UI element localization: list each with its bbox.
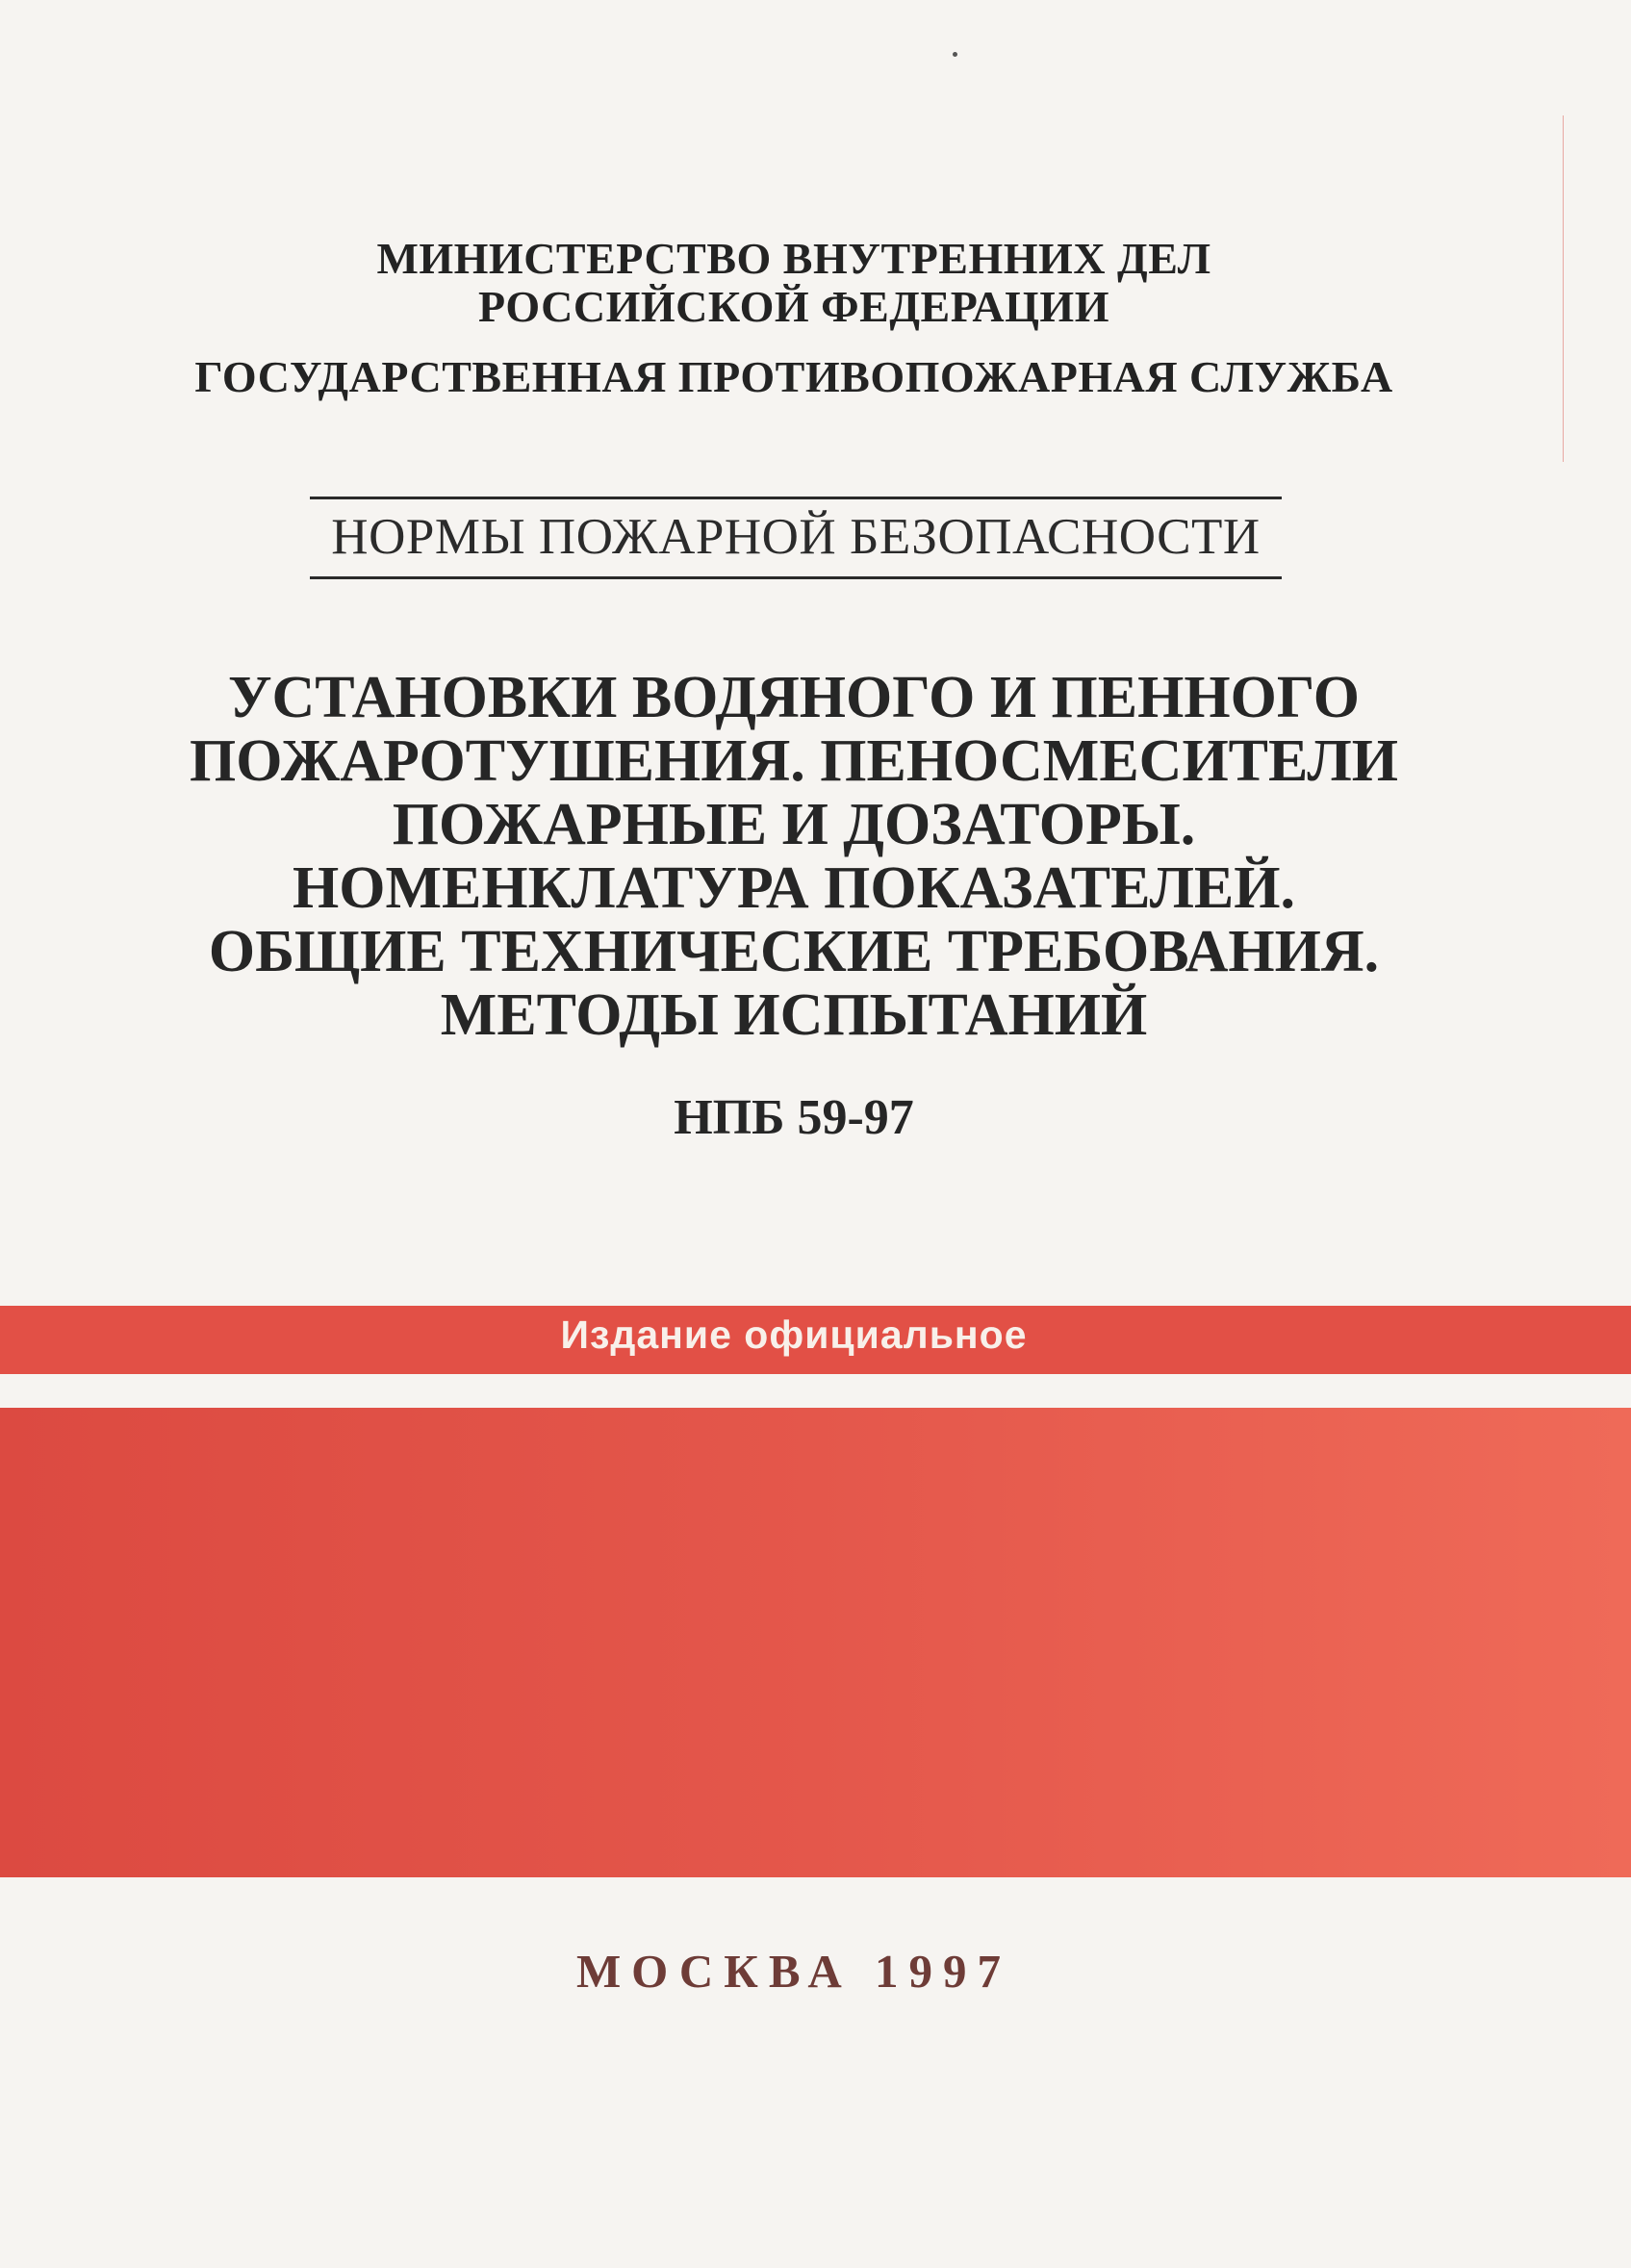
scan-edge-mark — [1563, 115, 1564, 462]
title-line: ОБЩИЕ ТЕХНИЧЕСКИЕ ТРЕБОВАНИЯ. — [208, 919, 1380, 984]
red-decorative-band — [0, 1408, 1631, 1877]
title-line: ПОЖАРНЫЕ И ДОЗАТОРЫ. — [392, 792, 1196, 857]
edition-label: Издание официальное — [560, 1312, 1028, 1357]
scan-speck — [953, 52, 957, 57]
category-top-rule — [310, 497, 1282, 499]
ministry-name-line-2: РОССИЙСКОЙ ФЕДЕРАЦИИ — [478, 282, 1109, 331]
title-line: НОМЕНКЛАТУРА ПОКАЗАТЕЛЕЙ. — [293, 855, 1295, 921]
imprint-city-year: МОСКВА 1997 — [575, 1945, 1012, 1998]
ministry-name-line-1: МИНИСТЕРСТВО ВНУТРЕННИХ ДЕЛ — [376, 234, 1211, 283]
title-line: ПОЖАРОТУШЕНИЯ. ПЕНОСМЕСИТЕЛИ — [190, 728, 1398, 794]
document-code: НПБ 59-97 — [674, 1090, 914, 1145]
document-title — [0, 666, 1588, 1047]
document-category: НОРМЫ ПОЖАРНОЙ БЕЗОПАСНОСТИ — [331, 509, 1261, 565]
category-bottom-rule — [310, 576, 1282, 579]
service-name: ГОСУДАРСТВЕННАЯ ПРОТИВОПОЖАРНАЯ СЛУЖБА — [194, 352, 1393, 401]
title-line: УСТАНОВКИ ВОДЯНОГО И ПЕННОГО — [228, 665, 1360, 730]
title-line: МЕТОДЫ ИСПЫТАНИЙ — [440, 982, 1148, 1048]
